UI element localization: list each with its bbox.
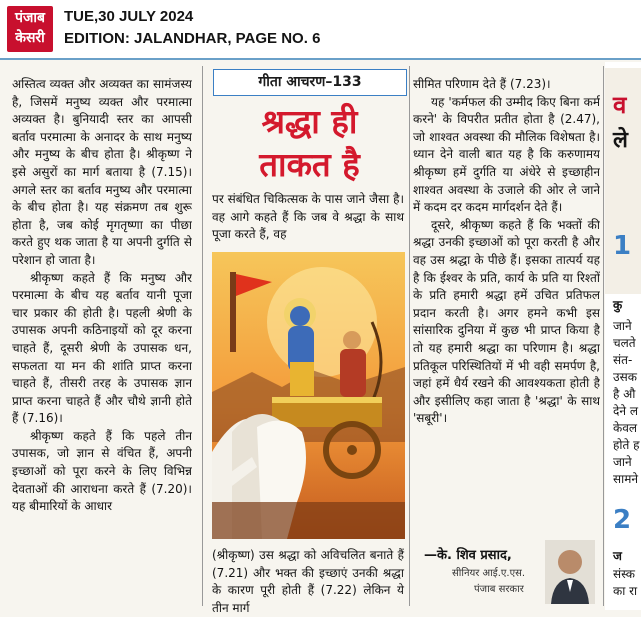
- article-column-2-top: पर संबंधित चिकित्सक के पास जाने जैसा है। वह आगे कहते हैं कि जब वे श्रद्धा के साथ पूजा करते हैं, वह: [212, 192, 404, 242]
- headline: [207, 100, 412, 186]
- adjacent-number: 1: [613, 231, 632, 261]
- paragraph: सीमित परिणाम देते हैं (7.23)।: [413, 77, 551, 91]
- column-divider: [202, 66, 203, 606]
- adjacent-text: संत-: [613, 353, 633, 367]
- adjacent-text: देने ल: [613, 404, 638, 418]
- adjacent-text: का रा: [613, 584, 638, 598]
- adjacent-text: उसक: [613, 370, 637, 384]
- column-divider: [603, 66, 604, 606]
- adjacent-text: संस्क: [613, 567, 635, 581]
- series-title-box: गीता आचरण–133: [213, 69, 407, 96]
- paragraph: यह 'कर्मफल की उम्मीद किए बिना कर्म करने' के विपरीत प्रतीत होता है (2.47), जो शाश्वत अवस्था की मौलिक विशेषता है। ध्यान देने वाली बात यह है कि करुणामय श्रीकृष्ण हमें दुर्गति या अंधेरे से इच्छाहीन शाश्वत अवस्था के उजाले की ओर ले जाने में कदम दर कदम मार्गदर्शन देते हैं।: [413, 94, 600, 215]
- article-column-3: [413, 76, 600, 601]
- adjacent-text: केवल: [613, 421, 638, 435]
- paragraph: अस्तित्व व्यक्त और अव्यक्त का सामंजस्य है, जिसमें मनुष्य व्यक्त और परमात्मा अव्यक्त है। बुनियादी स्तर का आपसी बर्ताव परमात्मा के अनादर के साथ मनुष्य और मनुष्य के बीच होता है। श्रीकृष्ण ने इसे असुरों का मार्ग बताया है (7.15)। अगले स्तर का बर्ताव मनुष्य और परमात्मा के बीच होता है। यह संक्रमण तब शुरू होता है, जब कोई मृगतृष्णा का पीछा करते हुए थक जाता है या अपनी दुर्गति से परेशान हो जाता है।: [12, 77, 192, 267]
- author-byline: —के. शिव प्रसाद,: [424, 548, 512, 563]
- logo-line-2: केसरी: [15, 30, 45, 46]
- masthead: [0, 0, 641, 58]
- adjacent-text: है औ: [613, 387, 636, 401]
- adjacent-text: सामने: [613, 472, 639, 486]
- header-divider: [0, 58, 641, 60]
- issue-date: TUE,30 JULY 2024: [64, 8, 194, 25]
- paragraph: श्रीकृष्ण कहते हैं कि मनुष्य और परमात्मा के बीच यह बर्ताव यानी पूजा चार प्रकार की होती है। पहली श्रेणी के उपासक अपनी कठिनाइयों को दूर करना चाहते हैं, दूसरी श्रेणी के उपासक धन, सफलता या मन की शांति प्राप्त करना चाहते हैं, तीसरी तरह के उपासक ज्ञान प्राप्त करना चाहते हैं और चौथे ज्ञानी होते हैं (7.16)।: [12, 270, 192, 426]
- adjacent-text: जाने: [613, 319, 632, 333]
- adjacent-text: होते ह: [613, 438, 640, 452]
- krishna-arjuna-chariot-illustration: [212, 252, 405, 539]
- paragraph: दूसरे, श्रीकृष्ण कहते हैं कि भक्तों की श्रद्धा उनकी इच्छाओं को पूरा करती है और वह उस श्रद्धा के पीछे हैं। इसका तात्पर्य यह है कि ईश्वर के प्रति, कार्य के प्रति या रिश्तों के प्रति हमारी श्रद्धा हमें उचित प्रतिफल प्रदान करती है। अगर हमने कभी इस सांसारिक दुनिया में कुछ भी प्राप्त किया है तो यह हमारी श्रद्धा का परिणाम है। श्रद्धा प्रतिकूल परिस्थितियों में भी वही समर्पण है, जहां हमें धैर्य रखने की आवश्यकता होती है और इसीलिए कहा जाता है 'श्रद्धा' के साथ 'सबूरी'।: [413, 217, 600, 426]
- adjacent-text: ले: [613, 128, 628, 153]
- adjacent-text: ज: [613, 549, 622, 563]
- punjab-kesari-logo: [7, 6, 53, 52]
- adjacent-text: चलते: [613, 336, 636, 350]
- adjacent-number: 2: [613, 505, 632, 535]
- article-column-2-bottom: (श्रीकृष्ण) उस श्रद्धा को अविचलित बनाते हैं (7.21) और भक्त की इच्छाएं उनकी श्रद्धा के कारण पूरी होती हैं (7.22) लेकिन ये तीन मार्ग: [212, 548, 404, 615]
- edition-info: EDITION: JALANDHAR, PAGE NO. 6: [64, 30, 321, 47]
- logo-line-1: पंजाब: [15, 10, 45, 26]
- headline-line-1: श्रद्धा ही: [261, 102, 358, 141]
- paragraph: श्रीकृष्ण कहते हैं कि पहले तीन उपासक, जो ज्ञान से वंचित हैं, अपनी इच्छाओं को पूरा करने के लिए विभिन्न देवताओं की आराधना करते हैं (7.20)। यह बीमारियों के आधार: [12, 428, 192, 514]
- author-photo: [545, 540, 595, 604]
- author-designation: सीनियर आई.ए.एस.: [452, 568, 526, 579]
- adjacent-text: कु: [613, 298, 623, 312]
- adjacent-article-strip: [605, 62, 641, 610]
- article-column-1: [12, 76, 192, 596]
- headline-line-2: ताकत है: [259, 145, 360, 184]
- author-department: पंजाब सरकार: [474, 584, 524, 595]
- adjacent-text: व: [613, 91, 627, 119]
- adjacent-text: जाने: [613, 455, 632, 469]
